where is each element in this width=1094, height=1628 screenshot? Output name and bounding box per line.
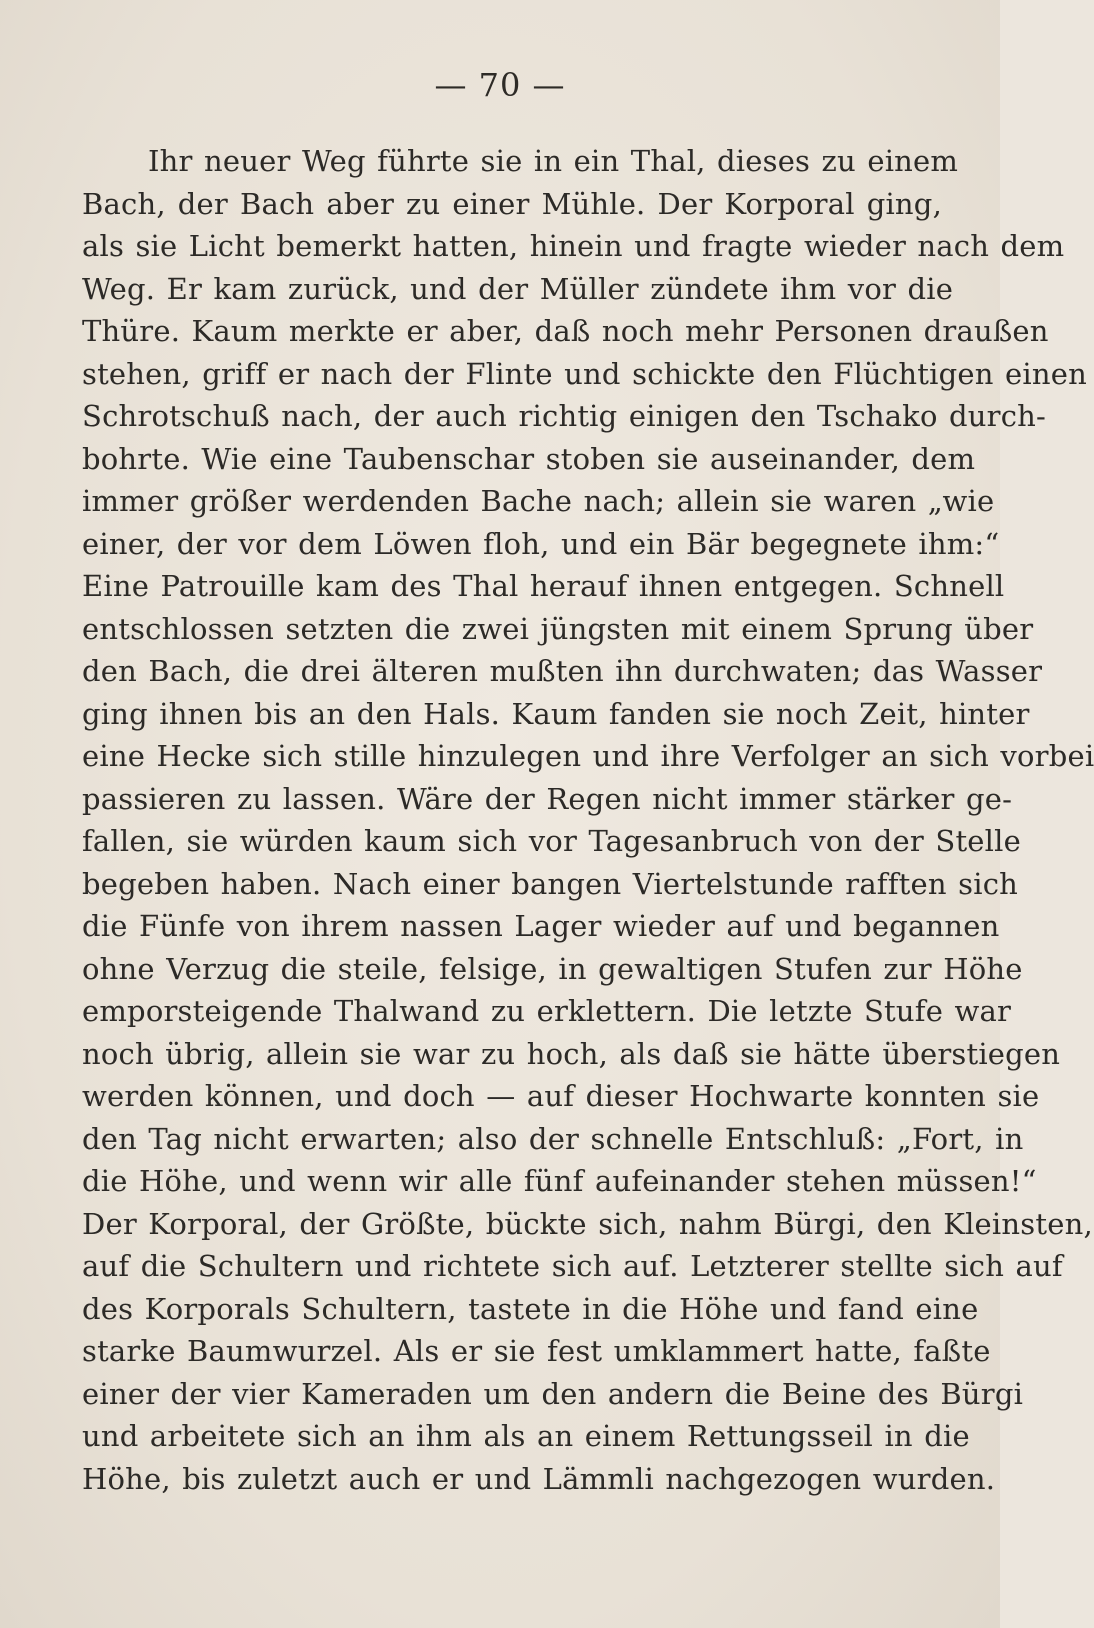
text-line: die Höhe, und wenn wir alle fünf aufeinander stehen müssen!“ bbox=[82, 1164, 1037, 1198]
text-line: Thüre. Kaum merkte er aber, daß noch mehr Personen draußen bbox=[82, 314, 1049, 348]
text-line: werden können, und doch — auf dieser Hochwarte konnten sie bbox=[82, 1079, 1040, 1113]
text-line: passieren zu lassen. Wäre der Regen nicht immer stärker ge- bbox=[82, 781, 1013, 816]
text-line: Ihr neuer Weg führte sie in ein Thal, dieses zu einem bbox=[148, 144, 959, 178]
text-line: den Tag nicht erwarten; also der schnelle Entschluß: „Fort, in bbox=[82, 1121, 1024, 1156]
text-line: und arbeitete sich an ihm als an einem Rettungsseil in die bbox=[82, 1419, 970, 1453]
text-line: noch übrig, allein sie war zu hoch, als daß sie hätte überstiegen bbox=[82, 1036, 1061, 1071]
text-line: als sie Licht bemerkt hatten, hinein und fragte wieder nach dem bbox=[82, 229, 1065, 263]
text-line: immer größer werdenden Bache nach; allein sie waren „wie bbox=[82, 484, 995, 518]
text-line: den Bach, die drei älteren mußten ihn durchwaten; das Wasser bbox=[82, 654, 1043, 688]
text-line: die Fünfe von ihrem nassen Lager wieder auf und begannen bbox=[82, 909, 1000, 943]
text-line: emporsteigende Thalwand zu erklettern. Die letzte Stufe war bbox=[82, 994, 1012, 1028]
text-line: einer der vier Kameraden um den andern die Beine des Bürgi bbox=[82, 1376, 1024, 1411]
text-line: ging ihnen bis an den Hals. Kaum fanden sie noch Zeit, hinter bbox=[82, 696, 1030, 731]
page-number: — 70 — bbox=[434, 66, 566, 104]
text-line: stehen, griff er nach der Flinte und schickte den Flüchtigen einen bbox=[82, 356, 1087, 391]
text-line: Bach, der Bach aber zu einer Mühle. Der Korporal ging, bbox=[82, 186, 942, 221]
text-line: einer, der vor dem Löwen floh, und ein Bär begegnete ihm:“ bbox=[82, 526, 1000, 561]
text-line: Eine Patrouille kam des Thal herauf ihnen entgegen. Schnell bbox=[82, 569, 1005, 603]
text-line: eine Hecke sich stille hinzulegen und ihre Verfolger an sich vorbei bbox=[82, 739, 1094, 773]
text-line: Höhe, bis zuletzt auch er und Lämmli nachgezogen wurden. bbox=[82, 1461, 996, 1496]
text-line: starke Baumwurzel. Als er sie fest umklammert hatte, faßte bbox=[82, 1334, 991, 1368]
body-text bbox=[82, 140, 1094, 1540]
text-line: Der Korporal, der Größte, bückte sich, nahm Bürgi, den Kleinsten, bbox=[82, 1206, 1093, 1241]
text-line: begeben haben. Nach einer bangen Viertelstunde rafften sich bbox=[82, 866, 1019, 901]
text-line: auf die Schultern und richtete sich auf. Letzterer stellte sich auf bbox=[82, 1249, 1063, 1283]
text-line: fallen, sie würden kaum sich vor Tagesanbruch von der Stelle bbox=[82, 824, 1021, 858]
text-line: Schrotschuß nach, der auch richtig einigen den Tschako durch- bbox=[82, 399, 1047, 433]
text-line: des Korporals Schultern, tastete in die Höhe und fand eine bbox=[82, 1291, 979, 1326]
text-line: bohrte. Wie eine Taubenschar stoben sie auseinander, dem bbox=[82, 441, 976, 476]
text-line: Weg. Er kam zurück, und der Müller zündete ihm vor die bbox=[82, 271, 954, 306]
text-line: entschlossen setzten die zwei jüngsten mit einem Sprung über bbox=[82, 611, 1034, 646]
text-line: ohne Verzug die steile, felsige, in gewaltigen Stufen zur Höhe bbox=[82, 951, 1023, 986]
